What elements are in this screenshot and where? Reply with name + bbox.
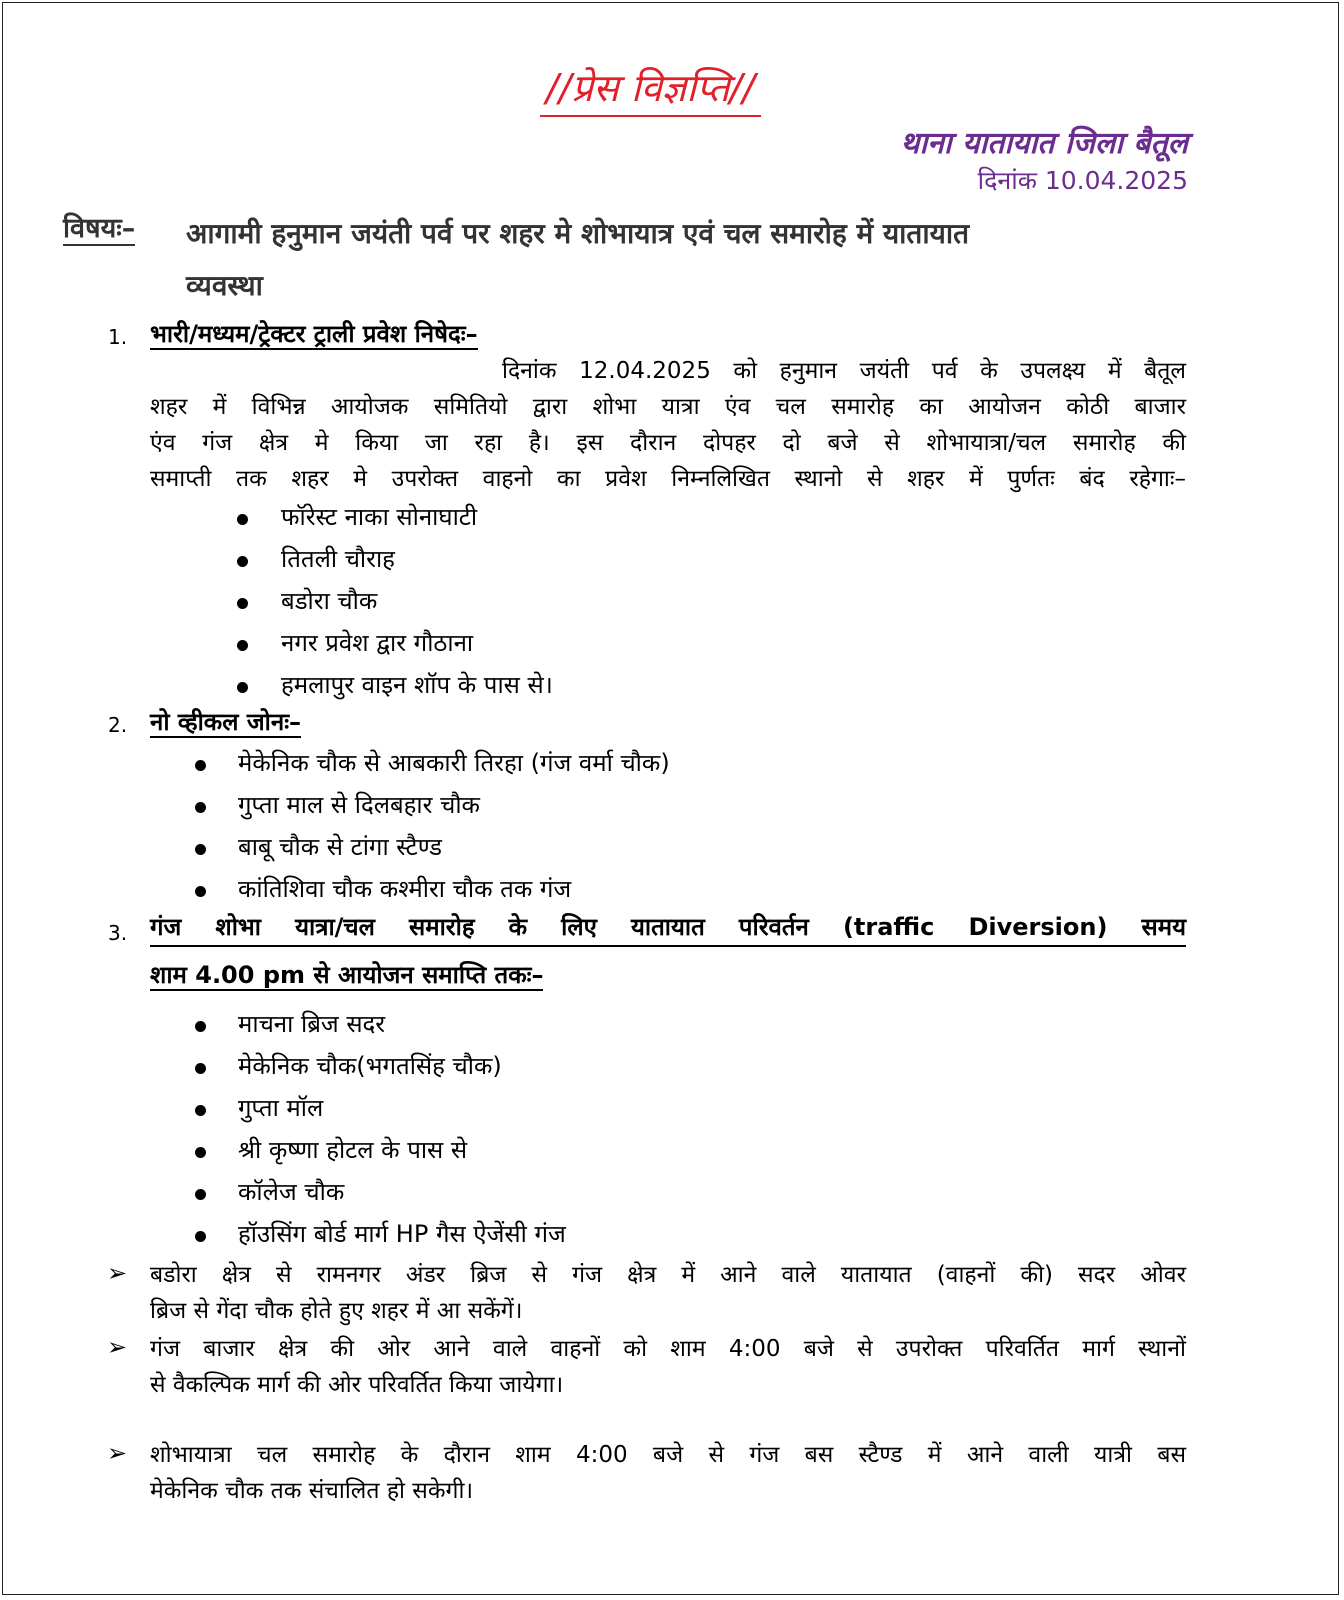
section2-heading-text: नो व्हीकल जोनः– bbox=[150, 708, 302, 736]
note-3-line-2: मेकेनिक चौक तक संचालित हो सकेगी। bbox=[150, 1478, 474, 1504]
section1-para-line-1: दिनांक 12.04.2025 को हनुमान जयंती पर्व के उपलक्ष्य में बैतूल bbox=[502, 358, 1186, 384]
bullet-icon bbox=[237, 640, 248, 651]
subject-text bbox=[186, 208, 1186, 312]
section1-para-line-4: समाप्ती तक शहर मे उपरोक्त वाहनो का प्रवेश निम्नलिखित स्थानो से शहर में पुर्णतः बंद रहेगाः– bbox=[150, 466, 1186, 492]
section3-item: कॉलेज चौक bbox=[238, 1178, 345, 1206]
section3-heading-line-2 bbox=[150, 958, 543, 991]
section2-number: 2. bbox=[108, 713, 128, 737]
section2-item: कांतिशिवा चौक कश्मीरा चौक तक गंज bbox=[238, 875, 572, 903]
section3-item: हॉउसिंग बोर्ड मार्ग HP गैस ऐजेंसी गंज bbox=[238, 1220, 566, 1248]
arrow-bullet-icon: ➢ bbox=[107, 1333, 128, 1361]
note-2-line-1: गंज बाजार क्षेत्र की ओर आने वाले वाहनों को शाम 4:00 बजे से उपरोक्त परिवर्तित मार्ग स्थानों bbox=[150, 1336, 1186, 1362]
section1-item: हमलापुर वाइन शॉप के पास से। bbox=[281, 671, 553, 699]
section2-item: गुप्ता माल से दिलबहार चौक bbox=[238, 791, 480, 819]
page-title bbox=[3, 61, 1338, 117]
bullet-icon bbox=[195, 1105, 206, 1116]
note-2-line-2: से वैकल्पिक मार्ग की ओर परिवर्तित किया जायेगा। bbox=[150, 1372, 564, 1398]
note-3 bbox=[150, 1437, 1186, 1509]
section1-item: नगर प्रवेश द्वार गौठाना bbox=[281, 629, 474, 657]
section1-item: फॉरेस्ट नाका सोनाघाटी bbox=[281, 503, 478, 531]
section1-para-line-2: शहर में विभिन्न आयोजक समितियो द्वारा शोभा यात्रा एंव चल समारोह का आयोजन कोठी बाजार bbox=[150, 394, 1186, 420]
section1-para-line-3: एंव गंज क्षेत्र मे किया जा रहा है। इस दौरान दोपहर दो बजे से शोभायात्रा/चल समारोह की bbox=[150, 430, 1186, 456]
section3-heading-line-1-text: गंज शोभा यात्रा/चल समारोह के लिए यातायात परिवर्तन (traffic Diversion) समय bbox=[150, 913, 1186, 941]
section3-item: मेकेनिक चौक(भगतसिंह चौक) bbox=[238, 1052, 502, 1080]
bullet-icon bbox=[195, 802, 206, 813]
section2-heading bbox=[150, 705, 301, 738]
bullet-icon bbox=[195, 1063, 206, 1074]
subject-label bbox=[63, 208, 135, 245]
section1-item: बडोरा चौक bbox=[281, 587, 378, 615]
section3-heading-line-1 bbox=[150, 910, 1186, 947]
bullet-icon bbox=[195, 1021, 206, 1032]
office-name: थाना यातायात जिला बैतूल bbox=[900, 126, 1188, 161]
section2-item: बाबू चौक से टांगा स्टैण्ड bbox=[238, 833, 442, 861]
section3-item: श्री कृष्णा होटल के पास से bbox=[238, 1136, 468, 1164]
page-title-text: //प्रेस विज्ञप्ति// bbox=[540, 61, 761, 117]
bullet-icon bbox=[195, 844, 206, 855]
section1-item: तितली चौराह bbox=[281, 545, 395, 573]
subject-line-1: आगामी हनुमान जयंती पर्व पर शहर मे शोभायात्र एवं चल समारोह में यातायात bbox=[186, 217, 970, 250]
note-1-line-2: ब्रिज से गेंदा चौक होते हुए शहर में आ सकेंगें। bbox=[150, 1298, 523, 1324]
section1-heading-text: भारी/मध्यम/ट्रेक्टर ट्राली प्रवेश निषेदः– bbox=[150, 320, 478, 348]
bullet-icon bbox=[195, 886, 206, 897]
bullet-icon bbox=[195, 760, 206, 771]
bullet-icon bbox=[237, 514, 248, 525]
bullet-icon bbox=[237, 556, 248, 567]
section2-item: मेकेनिक चौक से आबकारी तिरहा (गंज वर्मा चौक) bbox=[238, 749, 670, 777]
bullet-icon bbox=[195, 1147, 206, 1158]
note-1-line-1: बडोरा क्षेत्र से रामनगर अंडर ब्रिज से गंज क्षेत्र में आने वाले यातायात (वाहनों की) सदर ओवर bbox=[150, 1262, 1186, 1288]
bullet-icon bbox=[195, 1189, 206, 1200]
press-release-page bbox=[2, 2, 1339, 1595]
section1-heading bbox=[150, 317, 478, 350]
section3-heading-line-2-text: शाम 4.00 pm से आयोजन समाप्ति तकः– bbox=[150, 961, 544, 989]
subject-line-2: व्यवस्था bbox=[186, 269, 263, 302]
section1-number: 1. bbox=[108, 325, 128, 349]
bullet-icon bbox=[237, 598, 248, 609]
section1-paragraph bbox=[150, 353, 1186, 497]
arrow-bullet-icon: ➢ bbox=[107, 1259, 128, 1287]
section3-item: माचना ब्रिज सदर bbox=[238, 1010, 386, 1038]
bullet-icon bbox=[195, 1231, 206, 1242]
release-date: दिनांक 10.04.2025 bbox=[977, 166, 1188, 195]
section3-item: गुप्ता मॉल bbox=[238, 1094, 324, 1122]
bullet-icon bbox=[237, 682, 248, 693]
note-2 bbox=[150, 1331, 1186, 1403]
note-3-line-1: शोभायात्रा चल समारोह के दौरान शाम 4:00 बजे से गंज बस स्टैण्ड में आने वाली यात्री बस bbox=[150, 1442, 1186, 1468]
section3-number: 3. bbox=[108, 921, 128, 945]
subject-label-text: विषयः– bbox=[63, 213, 136, 244]
arrow-bullet-icon: ➢ bbox=[107, 1439, 128, 1467]
note-1 bbox=[150, 1257, 1186, 1329]
